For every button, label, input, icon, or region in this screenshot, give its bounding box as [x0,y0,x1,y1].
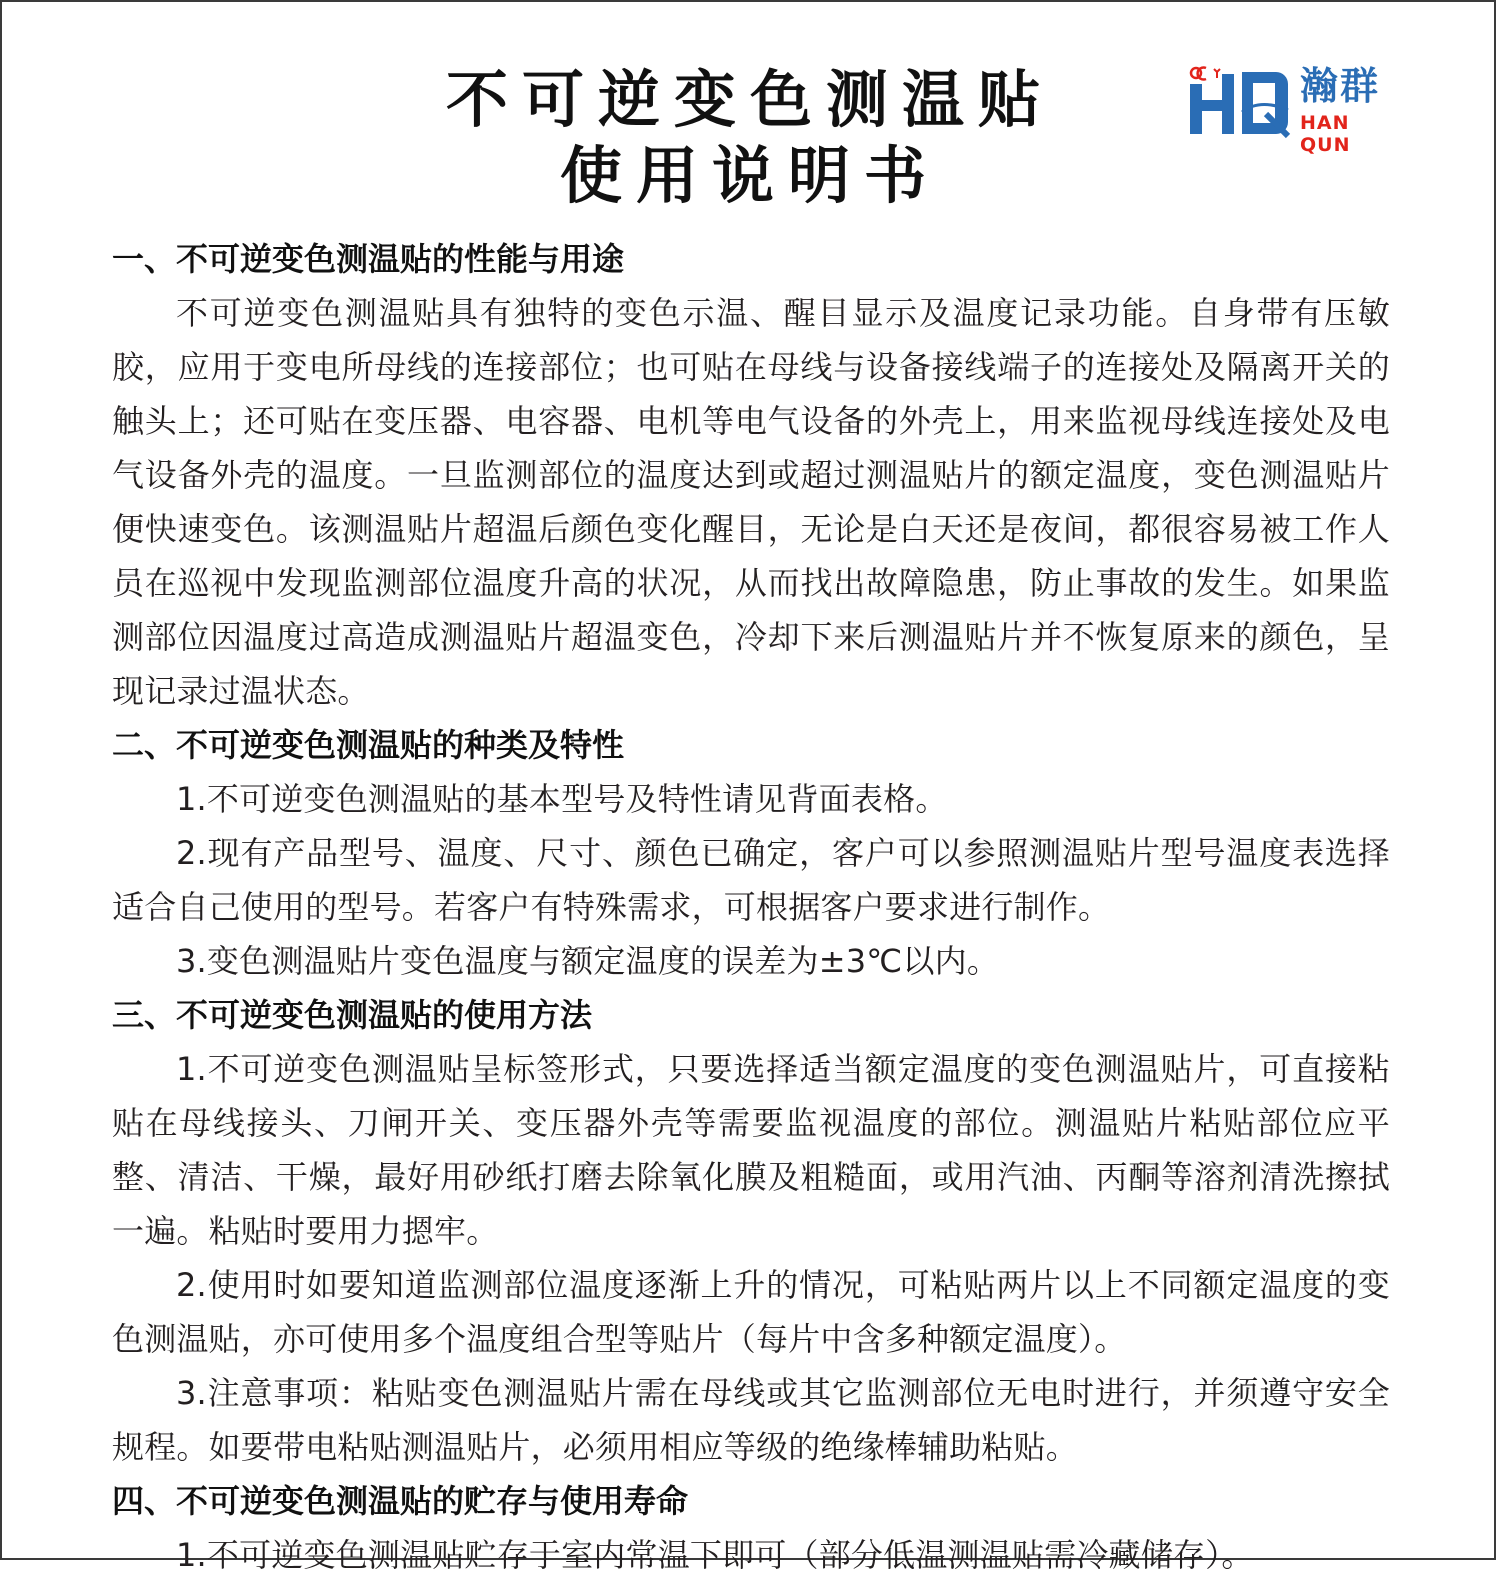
document-subtitle: 使用说明书 [559,139,940,212]
paragraph: 1.不可逆变色测温贴贮存于室内常温下即可（部分低温测温贴需冷藏储存）。 [176,1536,1254,1574]
paragraph: 3.注意事项：粘贴变色测温贴片需在母线或其它监测部位无电时进行，并须遵守安全规程。如要带电粘贴测温贴片，必须用相应等级的绝缘棒辅助粘贴。 [112,1374,1390,1466]
section-heading: 一、不可逆变色测温贴的性能与用途 [112,240,625,278]
paragraph: 2.现有产品型号、温度、尺寸、颜色已确定，客户可以参照测温贴片型号温度表选择适合自己使用的型号。若客户有特殊需求，可根据客户要求进行制作。 [112,834,1390,926]
section-1 [112,232,1390,718]
section-heading: 四、不可逆变色测温贴的贮存与使用寿命 [112,1482,689,1520]
document-body [112,232,1390,1582]
paragraph: 1.不可逆变色测温贴呈标签形式，只要选择适当额定温度的变色测温贴片，可直接粘贴在母线接头、刀闸开关、变压器外壳等需要监视温度的部位。测温贴片粘贴部位应平整、清洁、干燥，最好用砂纸打磨去除氧化膜及粗糙面，或用汽油、丙酮等溶剂清洗擦拭一遍。粘贴时要用力摁牢。 [112,1050,1390,1250]
paragraph: 不可逆变色测温贴具有独特的变色示温、醒目显示及温度记录功能。自身带有压敏胶，应用于变电所母线的连接部位；也可贴在母线与设备接线端子的连接处及隔离开关的触头上；还可贴在变压器、电容器、电机等电气设备的外壳上，用来监视母线连接处及电气设备外壳的温度。一旦监测部位的温度达到或超过测温贴片的额定温度，变色测温贴片便快速变色。该测温贴片超温后颜色变化醒目，无论是白天还是夜间，都很容易被工作人员在巡视中发现监测部位温度升高的状况，从而找出故障隐患，防止事故的发生。如果监测部位因温度过高造成测温贴片超温变色，冷却下来后测温贴片并不恢复原来的颜色，呈现记录过温状态。 [112,294,1390,710]
section-4 [112,1474,1390,1582]
brand-name-cn: 瀚群 [1300,64,1381,108]
section-heading: 三、不可逆变色测温贴的使用方法 [112,996,593,1034]
document-title: 不可逆变色测温贴 [445,63,1054,136]
brand-logo [1186,64,1396,156]
paragraph: 3.变色测温贴片变色温度与额定温度的误差为±3℃以内。 [176,942,1000,980]
section-heading: 二、不可逆变色测温贴的种类及特性 [112,726,625,764]
hq-logo-mark-icon [1186,64,1296,140]
section-2 [112,718,1390,988]
brand-name-en: HAN QUN [1300,112,1351,156]
paragraph: 2.使用时如要知道监测部位温度逐渐上升的情况，可粘贴两片以上不同额定温度的变色测温贴，亦可使用多个温度组合型等贴片（每片中含多种额定温度）。 [112,1266,1390,1358]
paragraph: 1.不可逆变色测温贴的基本型号及特性请见背面表格。 [176,780,948,818]
section-3 [112,988,1390,1474]
